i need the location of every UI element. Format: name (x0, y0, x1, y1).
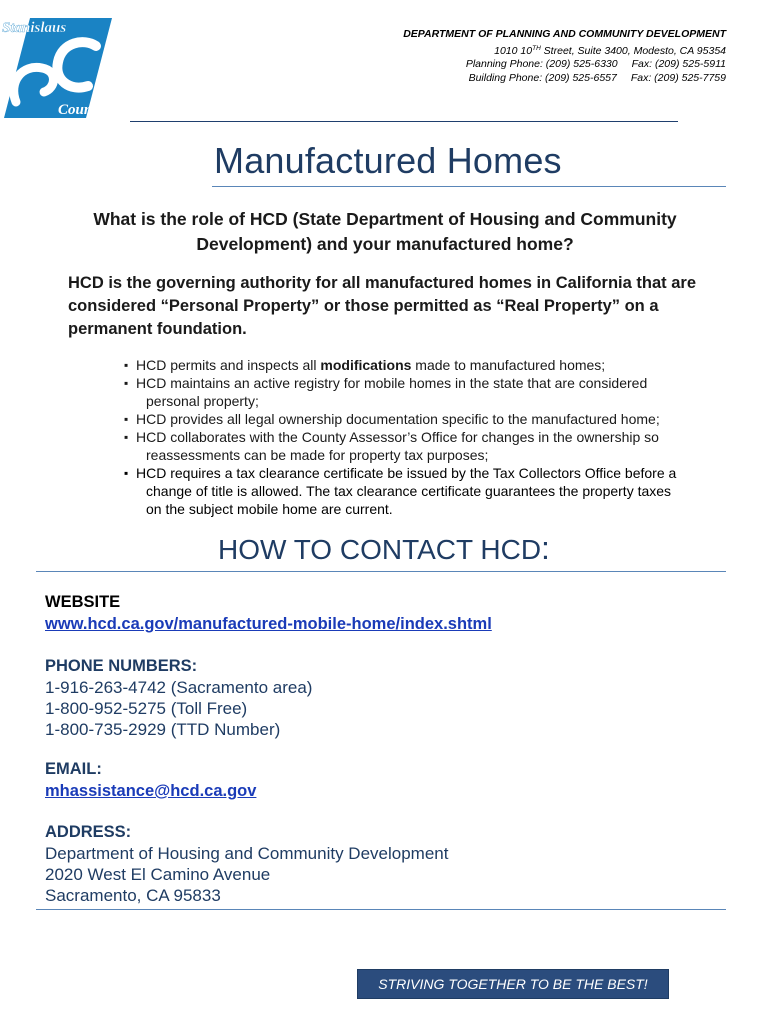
bullet-text: made to manufactured homes; (411, 357, 606, 373)
address-street-number: 1010 10 (494, 44, 533, 57)
logo-text-county: County (58, 102, 104, 118)
address-superscript: TH (532, 44, 541, 52)
address-street: Street, Suite 3400, Modesto, CA 95354 (540, 44, 726, 57)
bottom-divider (36, 909, 726, 910)
bullet-text: HCD permits and inspects all (136, 357, 321, 373)
phone-sacramento: 1-916-263-4742 (Sacramento area) (45, 678, 313, 697)
logo-text-stanislaus: Stanislaus (2, 20, 67, 36)
bullet-emphasis: modifications (320, 357, 412, 373)
address-line: 2020 West El Camino Avenue (45, 865, 271, 884)
building-contact (403, 72, 726, 86)
phone-section (45, 656, 312, 740)
list-item (122, 410, 722, 428)
building-fax: Fax: (209) 525-7759 (630, 71, 726, 84)
address-line: Sacramento, CA 95833 (45, 886, 221, 905)
planning-fax: Fax: (209) 525-5911 (631, 58, 726, 70)
title-divider (212, 186, 726, 187)
contact-heading (218, 530, 550, 567)
list-item (122, 428, 722, 464)
planning-contact (403, 58, 726, 72)
bullet-text-continued: personal property; (146, 393, 259, 409)
contact-divider (36, 571, 726, 572)
bullet-text-continued: on the subject mobile home are current. (146, 501, 393, 517)
hcd-duties-list (122, 356, 722, 518)
list-item (122, 374, 722, 410)
contact-heading-text: HOW TO CONTACT HCD (218, 534, 542, 565)
phone-ttd: 1-800-735-2929 (TTD Number) (45, 720, 281, 739)
slogan-banner: STRIVING TOGETHER TO BE THE BEST! (357, 969, 669, 999)
bullet-text: HCD maintains an active registry for mobile homes in the state that are considered (136, 375, 648, 391)
hcd-intro-paragraph: HCD is the governing authority for all manufactured homes in California that are considered “Personal Property” or those permitted as “Real Property” on a permanent foundation. (68, 274, 697, 338)
website-label: WEBSITE (45, 593, 121, 611)
county-logo-graphic (0, 18, 116, 118)
address-line: Department of Housing and Community Development (45, 844, 449, 863)
email-section (45, 759, 256, 802)
list-item (122, 356, 722, 374)
website-link[interactable]: www.hcd.ca.gov/manufactured-mobile-home/index.shtml (45, 615, 492, 633)
department-name: DEPARTMENT OF PLANNING AND COMMUNITY DEVELOPMENT (403, 28, 726, 40)
bullet-text-continued: change of title is allowed. The tax clearance certificate guarantees the property taxes (146, 483, 672, 499)
bullet-text: HCD collaborates with the County Assessor’s Office for changes in the ownership so (136, 429, 659, 445)
planning-phone: Planning Phone: (209) 525-6330 (465, 58, 618, 70)
bullet-text: HCD provides all legal ownership documentation specific to the manufactured home; (136, 411, 660, 427)
list-item (122, 464, 722, 518)
bullet-text: HCD requires a tax clearance certificate be issued by the Tax Collectors Office before a (136, 465, 677, 481)
address-section (45, 822, 448, 906)
address-label: ADDRESS: (45, 823, 132, 841)
hcd-role-question: What is the role of HCD (State Department of Housing and Community Development) and your manufactured home? (93, 209, 677, 254)
phone-toll-free: 1-800-952-5275 (Toll Free) (45, 699, 248, 718)
phone-label: PHONE NUMBERS: (45, 657, 198, 675)
page-title: Manufactured Homes (214, 140, 562, 181)
department-header (403, 28, 726, 85)
county-logo (0, 18, 116, 118)
department-address (403, 42, 726, 59)
email-link[interactable]: mhassistance@hcd.ca.gov (45, 782, 257, 800)
contact-heading-colon: : (541, 530, 550, 566)
header-divider (130, 121, 678, 122)
email-label: EMAIL: (45, 760, 102, 778)
bullet-text-continued: reassessments can be made for property tax purposes; (146, 447, 489, 463)
building-phone: Building Phone: (209) 525-6557 (468, 71, 617, 84)
website-section (45, 592, 492, 635)
